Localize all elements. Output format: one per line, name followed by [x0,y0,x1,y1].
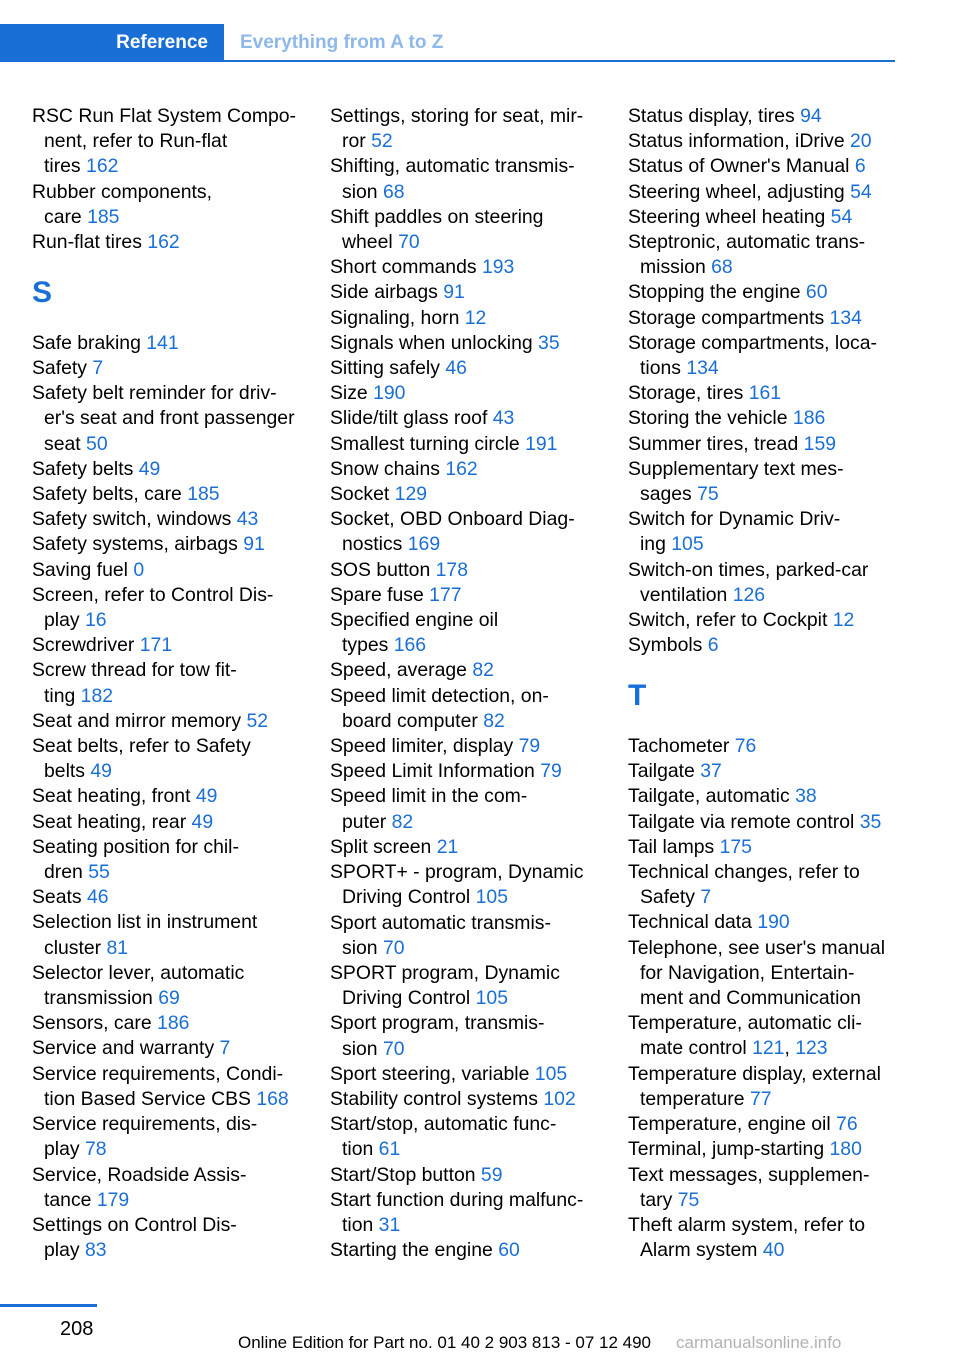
index-entry [32,180,312,230]
page-reference-link[interactable]: 12 [832,609,855,632]
entry-term: Specified engine oil types [330,609,499,657]
page-reference-link[interactable]: 75 [677,1188,700,1211]
page-reference-link[interactable]: 94 [800,105,822,127]
entry-term: Status display, tires [628,105,801,127]
page-reference-link[interactable]: 79 [518,735,541,758]
index-entry [628,280,918,305]
entry-term: Screen, refer to Control Dis- play [32,583,274,632]
page-reference-link[interactable]: 82 [472,659,494,682]
page-reference-link[interactable]: 21 [436,835,459,858]
entry-term: Selector lever, automatic transmission [32,961,245,1010]
index-entry [628,230,918,280]
entry-term: Smallest turning circle [330,432,526,455]
page-reference-link[interactable]: 68 [711,256,733,279]
page-reference-link[interactable]: 82 [483,709,505,732]
page-reference-link[interactable]: 50 [86,432,108,455]
page-reference-link[interactable]: 6 [707,634,719,657]
entry-term: Speed, average [330,659,473,682]
entry-term: Speed limit detection, on- board computer [330,684,549,732]
page-reference-link[interactable]: 83 [84,1239,107,1262]
index-entry [32,507,312,532]
entry-term: Slide/tilt glass roof [330,407,493,430]
entry-term: Safety switch, windows [32,508,237,531]
entry-term: SPORT program, Dynamic Driving Control [330,961,560,1010]
page-reference-link[interactable]: 105 [475,987,508,1010]
index-entry [330,961,615,1011]
entry-term: Service requirements, dis- play [32,1113,258,1161]
index-entry [330,482,615,507]
page-reference-link[interactable]: 134 [686,357,719,380]
index-entry [330,1011,615,1061]
entry-term: Safety systems, airbags [32,533,244,556]
page-reference-link[interactable]: 0 [133,558,145,581]
entry-term: SPORT+ - program, Dynamic Driving Control [330,861,584,909]
page-reference-link[interactable]: 141 [146,331,179,354]
page-reference-link[interactable]: 46 [445,357,467,380]
index-entry [628,457,918,507]
entry-term: Safe braking [32,331,147,354]
index-entry [330,558,615,583]
page-reference-link[interactable]: 61 [378,1138,401,1161]
page-reference-link[interactable]: 52 [246,709,269,732]
entry-term: Tail lamps [628,835,720,858]
footer-rule [0,1304,97,1307]
page-reference-link[interactable]: 105 [534,1062,568,1085]
entry-term: Settings on Control Dis- play [32,1213,237,1262]
index-entry [330,104,615,154]
page-reference-link[interactable]: 49 [195,785,218,808]
page-reference-link[interactable]: 121 [752,1037,785,1060]
index-entry [628,734,918,759]
index-entry [330,1062,615,1087]
index-entry [628,306,918,331]
index-entry [32,658,312,708]
page-reference-link[interactable]: 171 [139,634,173,657]
index-entry [628,860,918,910]
entry-term: Symbols [628,634,708,657]
index-entry [32,583,312,633]
page-reference-link[interactable]: 16 [84,609,107,632]
entry-term: Summer tires, tread [628,432,804,455]
index-entry [330,608,615,658]
entry-term: Tailgate via remote control [628,810,860,833]
page-reference-link[interactable]: 162 [86,155,119,178]
index-entry [330,205,615,255]
index-entry [32,1213,312,1263]
index-entry [628,608,918,633]
entry-term: Technical data [628,911,758,934]
entry-term: Switch-on times, parked-car ventilation [628,558,869,606]
index-entry [330,1163,615,1188]
entry-term: Start/Stop button [330,1163,481,1186]
index-entry [628,1163,918,1213]
entry-term: Sport program, transmis- sion [330,1012,545,1060]
page-reference-link[interactable]: 35 [859,810,882,833]
index-entry [32,532,312,557]
edition-text: Online Edition for Part no. 01 40 2 903 813 - 07 12 490 [238,1333,652,1352]
entry-term: Size [330,382,374,405]
entry-term: Sitting safely [330,357,446,380]
page-reference-link[interactable]: 177 [429,583,462,606]
page-reference-link[interactable]: 175 [719,835,752,858]
index-entry [628,154,918,179]
index-entry [628,558,918,608]
entry-term: Side airbags [330,281,444,304]
index-entry [628,406,918,431]
page-reference-link[interactable]: 169 [407,533,441,556]
index-entry [628,180,918,205]
page-reference-link[interactable]: 191 [525,432,558,455]
index-entry [330,860,615,910]
index-entry [628,331,918,381]
entry-term: Tailgate [628,760,701,783]
page-reference-link[interactable]: 185 [187,483,220,506]
entry-term: Status of Owner's Manual [628,155,855,178]
entry-term: Signaling, horn [330,306,465,329]
page-reference-link[interactable]: 76 [734,735,757,758]
index-entry [32,381,312,457]
page-reference-link[interactable]: 60 [498,1239,520,1262]
page-reference-link[interactable]: 180 [829,1138,862,1161]
entry-term: Shift paddles on steering wheel [330,205,544,254]
index-entry [32,558,312,583]
entry-term: Sport steering, variable [330,1062,535,1085]
index-entry [628,835,918,860]
page-reference-link[interactable]: 54 [830,205,853,228]
entry-term: Safety belts [32,457,139,480]
index-entry [32,961,312,1011]
index-entry [330,784,615,834]
index-entry [330,457,615,482]
index-entry [330,583,615,608]
entry-term: Temperature display, external temperature [628,1062,881,1110]
index-entry [32,457,312,482]
page-reference-link[interactable]: 161 [748,382,782,405]
page-reference-link[interactable]: 52 [371,130,393,153]
entry-term: Selection list in instrument cluster [32,911,258,959]
index-entry [32,810,312,835]
page-reference-link[interactable]: 49 [138,457,161,480]
page-reference-link[interactable]: 123 [795,1037,828,1060]
page-reference-link[interactable]: 159 [803,432,837,455]
page-reference-link[interactable]: 168 [256,1087,289,1110]
index-entry [32,356,312,381]
entry-term: Service and warranty [32,1037,220,1060]
entry-term: Sport automatic transmis- sion [330,911,551,959]
page-reference-link[interactable]: 166 [393,634,427,657]
entry-term: Signals when unlocking [330,331,539,354]
entry-term: Storage, tires [628,382,749,405]
page-reference-link[interactable]: 162 [147,231,180,254]
index-column-3 [628,104,918,1263]
entry-term: Status information, iDrive [628,130,850,153]
page-reference-link[interactable]: 31 [378,1213,401,1236]
index-entry [330,1112,615,1162]
index-entry [330,331,615,356]
page-reference-link[interactable]: 182 [80,684,114,707]
entry-term: Temperature, engine oil [628,1113,837,1136]
index-entry [628,910,918,935]
index-entry [628,129,918,154]
entry-term: Storage compartments [628,306,830,329]
entry-term: Stopping the engine [628,281,806,304]
page-header [0,24,895,62]
entry-term: Steering wheel heating [628,205,831,228]
page-reference-link[interactable]: 91 [243,533,265,556]
page-reference-link[interactable]: 70 [398,231,420,254]
entry-term: Steptronic, automatic trans- mission [628,231,866,279]
index-entry [32,331,312,356]
page-reference-link[interactable]: 129 [394,483,428,506]
entry-term: SOS button [330,558,436,581]
entry-term: Socket [330,483,395,506]
index-entry [330,759,615,784]
index-entry [32,1036,312,1061]
entry-term: Seat heating, rear [32,810,192,833]
index-entry [628,1112,918,1137]
entry-term: Seat belts, refer to Safety belts [32,735,251,783]
page-reference-link[interactable]: 186 [792,407,826,430]
page-reference-link[interactable]: 76 [836,1113,858,1136]
index-entry [32,1011,312,1036]
entry-term: Technical changes, refer to Safety [628,861,860,909]
index-column-1 [32,104,312,1263]
page-reference-link[interactable]: 70 [382,936,405,959]
entry-term: Short commands [330,256,482,279]
index-entry [330,1238,615,1263]
index-entry [628,759,918,784]
page-reference-link[interactable]: 78 [84,1138,107,1161]
entry-term: Speed Limit Information [330,760,541,783]
entry-term: Seats [32,886,87,909]
index-entry [32,482,312,507]
header-subsection: Everything from A to Z [240,32,444,53]
index-entry [330,306,615,331]
index-entry [628,1137,918,1162]
page-reference-link[interactable]: 55 [88,861,110,884]
entry-term: Steering wheel, adjusting [628,180,851,203]
entry-term: Speed limit in the com- puter [330,785,528,833]
index-entry [330,154,615,204]
index-entry [32,734,312,784]
entry-term: Screw thread for tow fit- ting [32,659,237,707]
index-entry [330,835,615,860]
index-entry [32,104,312,180]
page-reference-link[interactable]: 82 [391,810,414,833]
entry-term: Storing the vehicle [628,407,793,430]
index-entry [330,658,615,683]
page-reference-link[interactable]: 190 [757,911,790,934]
page-reference-link[interactable]: 7 [92,357,104,379]
section-letter: T [628,679,647,713]
page-reference-link[interactable]: 162 [445,457,478,480]
index-entry [628,104,918,129]
index-entry [330,406,615,431]
page-reference-link[interactable]: 70 [382,1037,405,1060]
page-reference-link[interactable]: 75 [697,483,719,506]
page-reference-link[interactable]: 186 [157,1012,190,1035]
page-reference-link[interactable]: 43 [236,508,259,531]
page-reference-link[interactable]: 35 [538,331,560,354]
entry-term: Terminal, jump-starting [628,1138,830,1161]
entry-term: Tachometer [628,735,735,758]
entry-term: Shifting, automatic transmis- sion [330,155,575,203]
index-entry [32,230,312,255]
entry-term: Seat heating, front [32,785,196,808]
index-entry [32,633,312,658]
entry-term: Service requirements, Condi- tion Based Service CBS [32,1062,284,1110]
index-entry [32,835,312,885]
index-entry [330,432,615,457]
page-reference-link[interactable]: 60 [805,281,828,304]
page-reference-link[interactable]: 20 [850,130,872,153]
entry-term: Sensors, care [32,1012,158,1035]
entry-term: Screwdriver [32,634,140,657]
index-entry [628,1213,918,1263]
page-reference-link[interactable]: 12 [464,306,487,329]
page-reference-link[interactable]: 59 [480,1163,503,1186]
page-reference-link[interactable]: 190 [373,382,406,405]
index-entry [32,910,312,960]
page-reference-link[interactable]: 49 [191,810,214,833]
section-letter: S [32,275,53,309]
entry-term: Switch for Dynamic Driv- ing [628,508,841,556]
page-reference-link[interactable]: 77 [749,1087,772,1110]
page-reference-link[interactable]: 105 [671,533,704,556]
entry-term: Telephone, see user's manual for Navigation, Entertain- ment and Communication [628,936,886,1010]
index-entry [330,381,615,406]
page-reference-link[interactable]: 69 [158,987,180,1010]
entry-term: Theft alarm system, refer to Alarm system [628,1213,866,1262]
page-reference-link[interactable]: 68 [382,180,405,203]
entry-term: Safety [32,357,93,379]
page-reference-link[interactable]: 178 [435,558,468,581]
index-entry [628,432,918,457]
entry-term: Settings, storing for seat, mir- ror [330,105,584,153]
page-reference-link[interactable]: 126 [732,583,766,606]
index-entry [628,784,918,809]
entry-term: Start/stop, automatic func- tion [330,1113,557,1161]
entry-term: RSC Run Flat System Compo- nent, refer to Run-flat tires [32,105,296,178]
entry-term: Service, Roadside Assis- tance [32,1163,247,1211]
page-reference-link[interactable]: 7 [219,1037,231,1060]
index-entry [628,633,918,658]
index-entry [330,280,615,305]
index-entry [32,784,312,809]
page-reference-link[interactable]: 49 [90,760,112,783]
index-entry [628,205,918,230]
entry-term: Supplementary text mes- sages [628,457,844,506]
page-reference-link[interactable]: 193 [481,256,515,279]
header-section: Reference [116,32,208,53]
page-reference-link[interactable]: 40 [762,1239,785,1262]
index-entry [628,507,918,557]
entry-term: Socket, OBD Onboard Diag- nostics [330,508,575,556]
page-reference-link[interactable]: 38 [795,785,817,808]
index-column-2 [330,104,615,1263]
entry-term: Starting the engine [330,1239,499,1262]
entry-term: Run-flat tires [32,231,148,254]
page-reference-link[interactable]: 105 [475,886,508,909]
page-number: 208 [60,1318,94,1340]
index-entry [628,381,918,406]
page-reference-link[interactable]: 102 [543,1087,576,1110]
index-entry [628,1062,918,1112]
entry-term: Switch, refer to Cockpit [628,609,833,632]
page-reference-link[interactable]: 179 [96,1188,130,1211]
index-entry [32,1062,312,1112]
watermark: carmanualsonline.info [676,1333,842,1352]
index-entry [330,356,615,381]
index-entry [330,911,615,961]
entry-term: Seat and mirror memory [32,709,247,732]
index-entry [330,507,615,557]
page-reference-link[interactable]: 6 [854,155,866,178]
page-reference-link[interactable]: 46 [86,886,109,909]
index-entry [330,1087,615,1112]
index-entry [628,936,918,1012]
entry-term: Temperature, automatic cli- mate control [628,1012,862,1060]
entry-term: Start function during malfunc- tion [330,1188,584,1236]
entry-term: Spare fuse [330,583,430,606]
entry-term: Split screen [330,835,437,858]
index-entry: Temperature, automatic cli- mate control 121, 123 [628,1012,862,1060]
page-reference-link[interactable]: 54 [850,180,872,203]
index-entry [32,1163,312,1213]
index-entry [32,885,312,910]
index-entry [330,1188,615,1238]
entry-term: Safety belt reminder for driv- er's seat and front passenger seat [32,382,295,455]
header-rule [224,60,895,62]
page-reference-link[interactable]: 134 [829,306,862,329]
index-entry [32,709,312,734]
index-entry [330,255,615,280]
page-reference-link[interactable]: 37 [700,760,722,783]
page-reference-link[interactable]: 7 [700,886,712,909]
page-reference-link[interactable]: 91 [443,281,465,304]
entry-term: Speed limiter, display [330,735,519,758]
page-reference-link[interactable]: 79 [540,760,562,783]
entry-term: Text messages, supplemen- tary [628,1163,870,1211]
entry-term: Rubber components, care [32,180,213,228]
page-reference-link[interactable]: 185 [87,205,120,228]
index-entry [628,810,918,835]
entry-term: Tailgate, automatic [628,785,796,808]
entry-term: Storage compartments, loca- tions [628,331,877,380]
entry-term: Saving fuel [32,558,134,581]
entry-term: Snow chains [330,457,446,480]
page-reference-link[interactable]: 43 [492,407,515,430]
index-entry [32,1112,312,1162]
entry-term: Seating position for chil- dren [32,835,239,884]
index-entry [330,684,615,734]
entry-term: Stability control systems [330,1087,544,1110]
index-entry [330,734,615,759]
entry-term: Safety belts, care [32,483,188,506]
page-reference-link[interactable]: 81 [106,936,129,959]
